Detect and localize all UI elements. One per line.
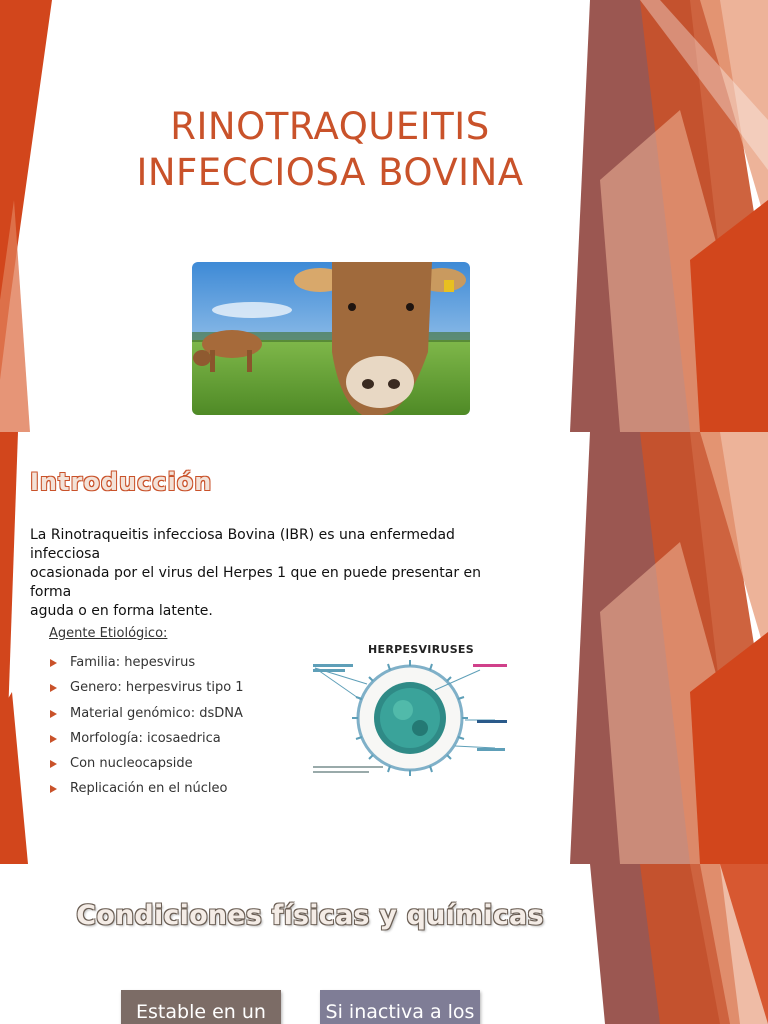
title-line-1: RINOTRAQUEITIS	[170, 105, 490, 148]
bullet-arrow-icon	[50, 710, 57, 718]
slide-title	[0, 0, 768, 432]
list-item: Replicación en el núcleo	[50, 776, 244, 801]
herpesvirus-diagram-title: HERPESVIRUSES	[368, 643, 474, 656]
slide-physical-chemical	[0, 864, 768, 1024]
bullet-arrow-icon	[50, 684, 57, 692]
inactivation-condition-box: Si inactiva a los	[320, 990, 480, 1024]
bullet-arrow-icon	[50, 735, 57, 743]
paragraph-line-1: La Rinotraqueitis infecciosa Bovina (IBR) es una enfermedad infecciosa	[30, 527, 455, 562]
herpesvirus-diagram	[305, 640, 515, 780]
list-item: Familia: hepesvirus	[50, 650, 244, 675]
bullet-arrow-icon	[50, 785, 57, 793]
bullet-arrow-icon	[50, 659, 57, 667]
list-item: Morfología: icosaedrica	[50, 726, 244, 751]
agent-etiologic-heading: Agente Etiológico:	[49, 626, 168, 641]
page-title	[0, 104, 660, 196]
bullet-arrow-icon	[50, 760, 57, 768]
introduction-paragraph	[30, 526, 500, 621]
slide-introduction	[0, 432, 768, 864]
agent-list	[50, 650, 244, 802]
cow-image	[192, 262, 470, 415]
list-item: Con nucleocapside	[50, 751, 244, 776]
stable-condition-box: Estable en un	[121, 990, 281, 1024]
list-item: Material genómico: dsDNA	[50, 701, 244, 726]
conditions-heading: Condiciones físicas y químicas	[76, 900, 544, 931]
paragraph-line-3: aguda o en forma latente.	[30, 603, 213, 619]
introduction-heading: Introducción	[30, 468, 213, 496]
cow-photo	[192, 262, 470, 415]
paragraph-line-2: ocasionada por el virus del Herpes 1 que en puede presentar en forma	[30, 565, 482, 600]
list-item: Genero: herpesvirus tipo 1	[50, 675, 244, 700]
title-line-2: INFECCIOSA BOVINA	[136, 151, 524, 194]
